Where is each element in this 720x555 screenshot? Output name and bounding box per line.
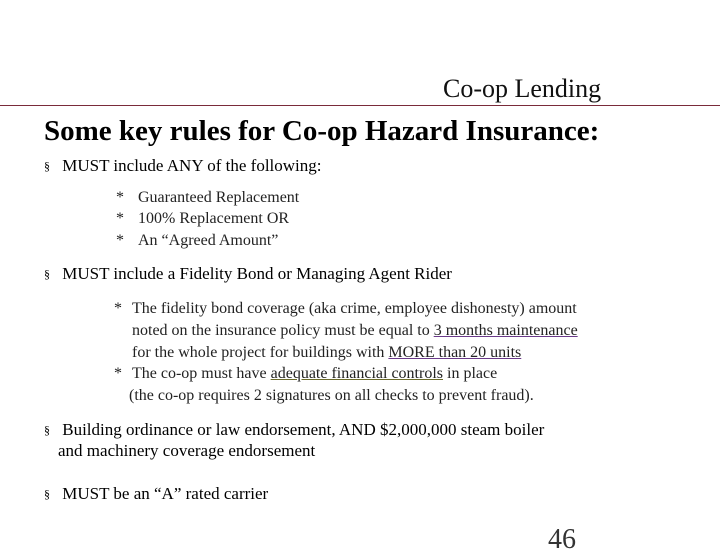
sub-bullet-line: [129, 385, 534, 407]
bullet-item: [44, 419, 544, 442]
slide-title: Some key rules for Co-op Hazard Insurance:: [44, 115, 600, 147]
bullet-text: MUST include ANY of the following:: [62, 156, 322, 175]
sub-bullet-line: [132, 320, 578, 342]
sub-bullet-text: Guaranteed Replacement: [138, 189, 300, 206]
sub-bullet-item: [116, 187, 299, 209]
underlined-term: 3 months maintenance: [433, 322, 578, 339]
sub-bullet-item: [114, 298, 577, 320]
bullet-continuation: [58, 440, 315, 462]
underlined-term: MORE than 20 units: [388, 344, 522, 361]
bullet-text: and machinery coverage endorsement: [58, 441, 316, 460]
page-number: 46: [548, 524, 576, 555]
section-header: Co-op Lending: [443, 74, 602, 103]
sub-bullet-line: [132, 342, 521, 364]
sub-bullet-text: noted on the insurance policy must be equal to: [132, 322, 434, 339]
bullet-text: MUST be an “A” rated carrier: [62, 484, 269, 503]
sub-bullet-text: An “Agreed Amount”: [138, 232, 279, 249]
sub-bullet-marker: *: [116, 232, 124, 249]
sub-bullet-item: [114, 363, 497, 385]
sub-bullet-marker: *: [116, 189, 124, 206]
bullet-marker: §: [44, 267, 50, 281]
sub-bullet-text: The co-op must have: [132, 365, 271, 382]
sub-bullet-text: (the co-op requires 2 signatures on all checks to prevent fraud).: [129, 387, 534, 404]
bullet-marker: §: [44, 487, 50, 501]
sub-bullet-text: The fidelity bond coverage (aka crime, employee dishonesty) amount: [132, 300, 577, 317]
bullet-item: [44, 155, 321, 178]
sub-bullet-marker: *: [114, 365, 122, 382]
bullet-text: MUST include a Fidelity Bond or Managing Agent Rider: [62, 264, 452, 283]
bullet-item: [44, 483, 268, 506]
sub-bullet-text: 100% Replacement OR: [138, 210, 290, 227]
bullet-marker: §: [44, 159, 50, 173]
sub-bullet-marker: *: [116, 210, 124, 227]
bullet-text: Building ordinance or law endorsement, AND $2,000,000 steam boiler: [62, 420, 545, 439]
bullet-marker: §: [44, 423, 50, 437]
sub-bullet-item: [116, 208, 289, 230]
header-divider: [0, 105, 720, 106]
bullet-item: [44, 263, 452, 286]
sub-bullet-text: for the whole project for buildings with: [132, 344, 389, 361]
sub-bullet-text: in place: [443, 365, 498, 382]
sub-bullet-marker: *: [114, 300, 122, 317]
underlined-term: adequate financial controls: [270, 365, 443, 382]
sub-bullet-item: [116, 230, 278, 252]
